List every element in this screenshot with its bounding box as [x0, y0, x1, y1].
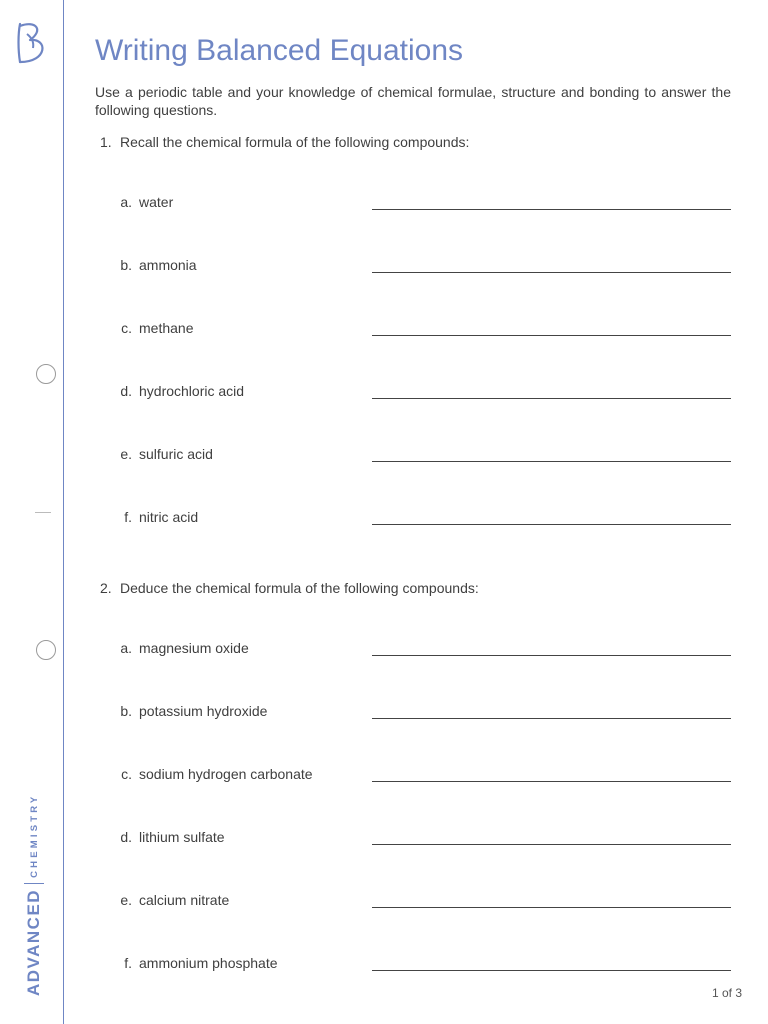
question-2-heading [100, 580, 479, 596]
list-item [118, 320, 731, 340]
item-label: hydrochloric acid [139, 383, 245, 399]
page-number: 1 of 3 [711, 986, 742, 1000]
vertical-brand [24, 794, 44, 996]
list-item [118, 446, 731, 466]
brand-separator [24, 883, 44, 884]
answer-line[interactable] [372, 781, 731, 782]
item-letter: b. [120, 703, 132, 719]
item-letter: f. [124, 955, 132, 971]
item-letter: b. [120, 257, 132, 273]
item-label: calcium nitrate [139, 892, 230, 908]
answer-line[interactable] [372, 461, 731, 462]
fold-mark [35, 512, 51, 513]
item-letter: a. [120, 194, 132, 210]
list-item [118, 257, 731, 277]
item-label: water [139, 194, 174, 210]
answer-line[interactable] [372, 524, 731, 525]
list-item [118, 892, 731, 912]
logo-b-icon [14, 20, 50, 66]
item-letter: d. [120, 829, 132, 845]
item-label: ammonia [139, 257, 197, 273]
item-label: lithium sulfate [139, 829, 225, 845]
list-item [118, 640, 731, 660]
answer-line[interactable] [372, 272, 731, 273]
answer-line[interactable] [372, 844, 731, 845]
answer-line[interactable] [372, 970, 731, 971]
item-label: nitric acid [139, 509, 199, 525]
item-label: sulfuric acid [139, 446, 213, 462]
item-label: sodium hydrogen carbonate [139, 766, 313, 782]
brand-chemistry: CHEMISTRY [28, 793, 40, 878]
item-letter: e. [120, 892, 132, 908]
list-item [118, 509, 731, 529]
question-prompt: Deduce the chemical formula of the following compounds: [120, 580, 479, 596]
item-letter: a. [120, 640, 132, 656]
item-letter: e. [120, 446, 132, 462]
question-1-heading [100, 134, 469, 150]
answer-line[interactable] [372, 335, 731, 336]
list-item [118, 383, 731, 403]
item-label: ammonium phosphate [139, 955, 278, 971]
answer-line[interactable] [372, 655, 731, 656]
item-label: magnesium oxide [139, 640, 249, 656]
list-item [118, 194, 731, 214]
page-title: Writing Balanced Equations [95, 34, 463, 67]
item-letter: c. [121, 766, 132, 782]
item-label: methane [139, 320, 194, 336]
list-item [118, 703, 731, 723]
brand-advanced: ADVANCED [24, 888, 43, 996]
list-item [118, 955, 731, 975]
item-letter: d. [120, 383, 132, 399]
intro-text: Use a periodic table and your knowledge of chemical formulae, structure and bonding to answer the following questions. [95, 84, 731, 118]
list-item [118, 829, 731, 849]
punch-hole-top [36, 364, 56, 384]
item-label: potassium hydroxide [139, 703, 268, 719]
answer-line[interactable] [372, 398, 731, 399]
punch-hole-bottom [36, 640, 56, 660]
item-letter: c. [121, 320, 132, 336]
list-item [118, 766, 731, 786]
item-letter: f. [124, 509, 132, 525]
question-prompt: Recall the chemical formula of the following compounds: [120, 134, 470, 150]
margin-line [63, 0, 64, 1024]
answer-line[interactable] [372, 907, 731, 908]
answer-line[interactable] [372, 209, 731, 210]
answer-line[interactable] [372, 718, 731, 719]
question-number: 2. [100, 580, 112, 596]
question-number: 1. [100, 134, 112, 150]
